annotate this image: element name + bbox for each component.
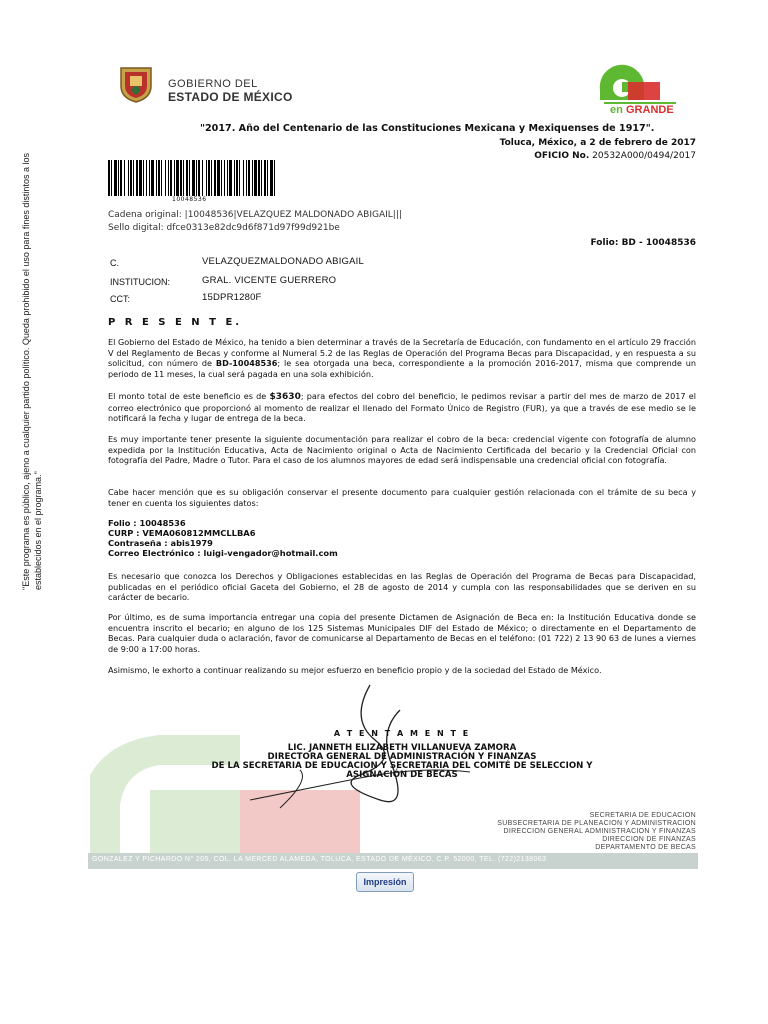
barcode-bar [229, 160, 232, 196]
barcode-bar [143, 160, 144, 196]
barcode-bar [198, 160, 200, 196]
footer-address: GONZALEZ Y PICHARDO N° 205, COL. LA MERCED ALAMEDA, TOLUCA, ESTADO DE MÉXICO, C.P. 52000, TEL. (722)2138063 [92, 856, 547, 863]
barcode-bar [208, 160, 210, 196]
cadena-original: Cadena original: |10048536|VELAZQUEZ MALDONADO ABIGAIL||| [108, 210, 402, 220]
barcode-bar [211, 160, 212, 196]
svg-text:GRANDE: GRANDE [626, 104, 674, 116]
print-button[interactable]: Impresión [356, 872, 414, 892]
paragraph-5: Es necesario que conozca los Derechos y Obligaciones establecidas en las Reglas de Operación del Programa de Becas para Discapacidad, publicadas en el periódico oficial Gaceta del Gobierno, el 28 de agosto de 2014 y cumpla con las responsabilidades que se deriven en su carácter de becario. [108, 571, 696, 602]
state-coat-of-arms-icon [118, 64, 154, 104]
signer-title-1: DIRECTORA GENERAL DE ADMINISTRACIÓN Y FINANZAS [267, 752, 537, 762]
data-curp: CURP : VEMA060812MMCLLBA6 [108, 528, 256, 538]
data-folio: Folio : 10048536 [108, 518, 186, 528]
barcode-bar [206, 160, 207, 196]
barcode-bar [139, 160, 142, 196]
salutation: P R E S E N T E. [108, 317, 243, 328]
barcode-bar [149, 160, 150, 196]
barcode-bar [234, 160, 235, 196]
recipient-name: VELAZQUEZMALDONADO ABIGAIL [202, 256, 364, 267]
barcode-bar [161, 160, 162, 196]
closing: A T E N T A M E N T E [333, 729, 471, 738]
barcode-bar [202, 160, 203, 196]
barcode-bar [165, 160, 166, 196]
dept-5: DEPARTAMENTO DE BECAS [595, 844, 696, 851]
barcode-bar [146, 160, 147, 196]
oficio-value: 20532A000/0494/2017 [592, 151, 696, 161]
barcode-bar [151, 160, 154, 196]
barcode-bar [264, 160, 266, 196]
government-name [168, 78, 293, 104]
dept-1: SECRETARIA DE EDUCACION [589, 812, 696, 819]
paragraph-2: El monto total de este beneficio es de $3630; para efectos del cobro del beneficio, le pedimos revisar a partir del mes de marzo de 2017 el correo electrónico que proporcionó al momento de realizar el llenado del Formato Único de Registro (FUR), ya que a través de ese medio se le notificará la fecha y lugar de entrega de la beca. [108, 391, 696, 423]
recipient-label: C. [110, 258, 119, 268]
barcode-bar [246, 160, 247, 196]
barcode-bar [274, 160, 275, 196]
barcode-bar [196, 160, 197, 196]
barcode-bar [248, 160, 250, 196]
paragraph-4: Cabe hacer mención que es su obligación conservar el presente documento para cualquier gestión relacionada con el trámite de su beca y tener en cuenta los siguientes datos: [108, 487, 696, 508]
barcode-bar [243, 160, 244, 196]
barcode-bar [236, 160, 238, 196]
oficio-label: OFICIO No. [534, 151, 590, 161]
barcode-bar [156, 160, 157, 196]
barcode-bar [267, 160, 268, 196]
paragraph-1: El Gobierno del Estado de México, ha tenido a bien determinar a través de la Secretaría de Educación, con fundamento en el artículo 29 fracción V del Reglamento de Becas y conforme al Numeral 5.2 de las Reglas de Operación del Programa Becas para Discapacidad, y en respuesta a su solicitud, con número de BD-10048536; le sea otorgada una beca, correspondiente a la promoción 2016-2017, misma que comprende un periodo de 11 meses, la cual será pagada en una sola exhibición. [108, 337, 697, 379]
barcode-bar [176, 160, 179, 196]
year-tagline: "2017. Año del Centenario de las Constituciones Mexicana y Mexiquenses de 1917". [200, 123, 655, 134]
barcode-bar [217, 160, 220, 196]
paragraph-7: Asimismo, le exhorto a continuar realizando su mejor esfuerzo en beneficio propio y de la sociedad del Estado de México. [108, 665, 602, 675]
barcode-bar [227, 160, 228, 196]
barcode-number: 10048536 [172, 196, 207, 203]
barcode-bar [180, 160, 182, 196]
dept-3: DIRECCION GENERAL ADMINISTRACION Y FINANZAS [503, 828, 696, 835]
institution-value: GRAL. VICENTE GUERRERO [202, 275, 337, 286]
place-date: Toluca, México, a 2 de febrero de 2017 [499, 138, 696, 148]
barcode-bar [136, 160, 138, 196]
dept-2: SUBSECRETARIA DE PLANEACION Y ADMINISTRACION [497, 820, 696, 827]
barcode [108, 160, 276, 196]
barcode-bar [170, 160, 172, 196]
paragraph-6: Por último, es de suma importancia entregar una copia del presente Dictamen de Asignación de Beca en: la Institución Educativa donde se encuentra inscrito el becario; en alguno de los 125 Sistemas Municipales DIF del Estado de México; o directamente en el Departamento de Becas. Para cualquier duda o aclaración, favor de comunicarse al Departamento de Becas en el teléfono: (01 722) 2 13 90 63 de lunes a viernes de 9:00 a 17:00 horas. [108, 612, 696, 654]
gov-line-1: GOBIERNO DEL [168, 78, 258, 90]
barcode-bar [114, 160, 117, 196]
barcode-bar [192, 160, 195, 196]
data-email: Correo Electrónico : luigi-vengador@hotmail.com [108, 548, 338, 558]
paragraph-3: Es muy importante tener presente la siguiente documentación para realizar el cobro de la beca: credencial vigente con fotografía de alumno expedida por la Institución Educativa, Acta de Nacimiento original o Acta de Nacimiento Certificada del becario y la Credencial Oficial con fotografía del Padre, Madre o Tutor. Para el caso de los alumnos mayores de edad será indispensable una credencial oficial con fotografía. [108, 434, 696, 465]
barcode-bar [221, 160, 222, 196]
barcode-bar [183, 160, 184, 196]
barcode-bar [224, 160, 225, 196]
barcode-bar [270, 160, 273, 196]
barcode-bar [158, 160, 160, 196]
barcode-bar [254, 160, 257, 196]
barcode-bar [174, 160, 175, 196]
cct-label: CCT: [110, 294, 130, 304]
signer-title-2: DE LA SECRETARIA DE EDUCACION Y SECRETARIA DEL COMITÉ DE SELECCION Y [211, 761, 593, 771]
barcode-bar [111, 160, 112, 196]
barcode-bar [189, 160, 190, 196]
barcode-bar [124, 160, 125, 196]
barcode-bar [186, 160, 188, 196]
barcode-bar [130, 160, 132, 196]
cct-value: 15DPR1280F [202, 292, 262, 303]
sello-digital: Sello digital: dfce0313e82dc9d6f871d97f99d921be [108, 223, 340, 233]
barcode-bar [120, 160, 122, 196]
data-password: Contraseña : abis1979 [108, 538, 213, 548]
oficio-number [534, 151, 696, 161]
svg-text:en: en [610, 104, 623, 116]
folio-reference: Folio: BD - 10048536 [590, 238, 696, 248]
barcode-bar [108, 160, 110, 196]
barcode-bar [258, 160, 260, 196]
barcode-bar [239, 160, 240, 196]
institution-label: INSTITUCION: [110, 277, 170, 287]
barcode-bar [168, 160, 169, 196]
signer-name: LIC. JANNETH ELIZABETH VILLANUEVA ZAMORA [287, 743, 517, 753]
side-disclaimer: "Este programa es público, ajeno a cualquier partido político. Queda prohibido el uso para fines distintos a los establecidos en el programa." [21, 153, 43, 590]
barcode-bar [128, 160, 129, 196]
barcode-bar [214, 160, 216, 196]
gov-line-2: ESTADO DE MÉXICO [168, 90, 293, 104]
dept-4: DIRECCION DE FINANZAS [602, 836, 696, 843]
barcode-bar [133, 160, 134, 196]
barcode-bar [261, 160, 262, 196]
engrande-logo-icon [590, 60, 694, 116]
signer-title-3: ASIGNACIÓN DE BECAS [346, 770, 458, 780]
barcode-bar [118, 160, 119, 196]
barcode-bar [252, 160, 253, 196]
